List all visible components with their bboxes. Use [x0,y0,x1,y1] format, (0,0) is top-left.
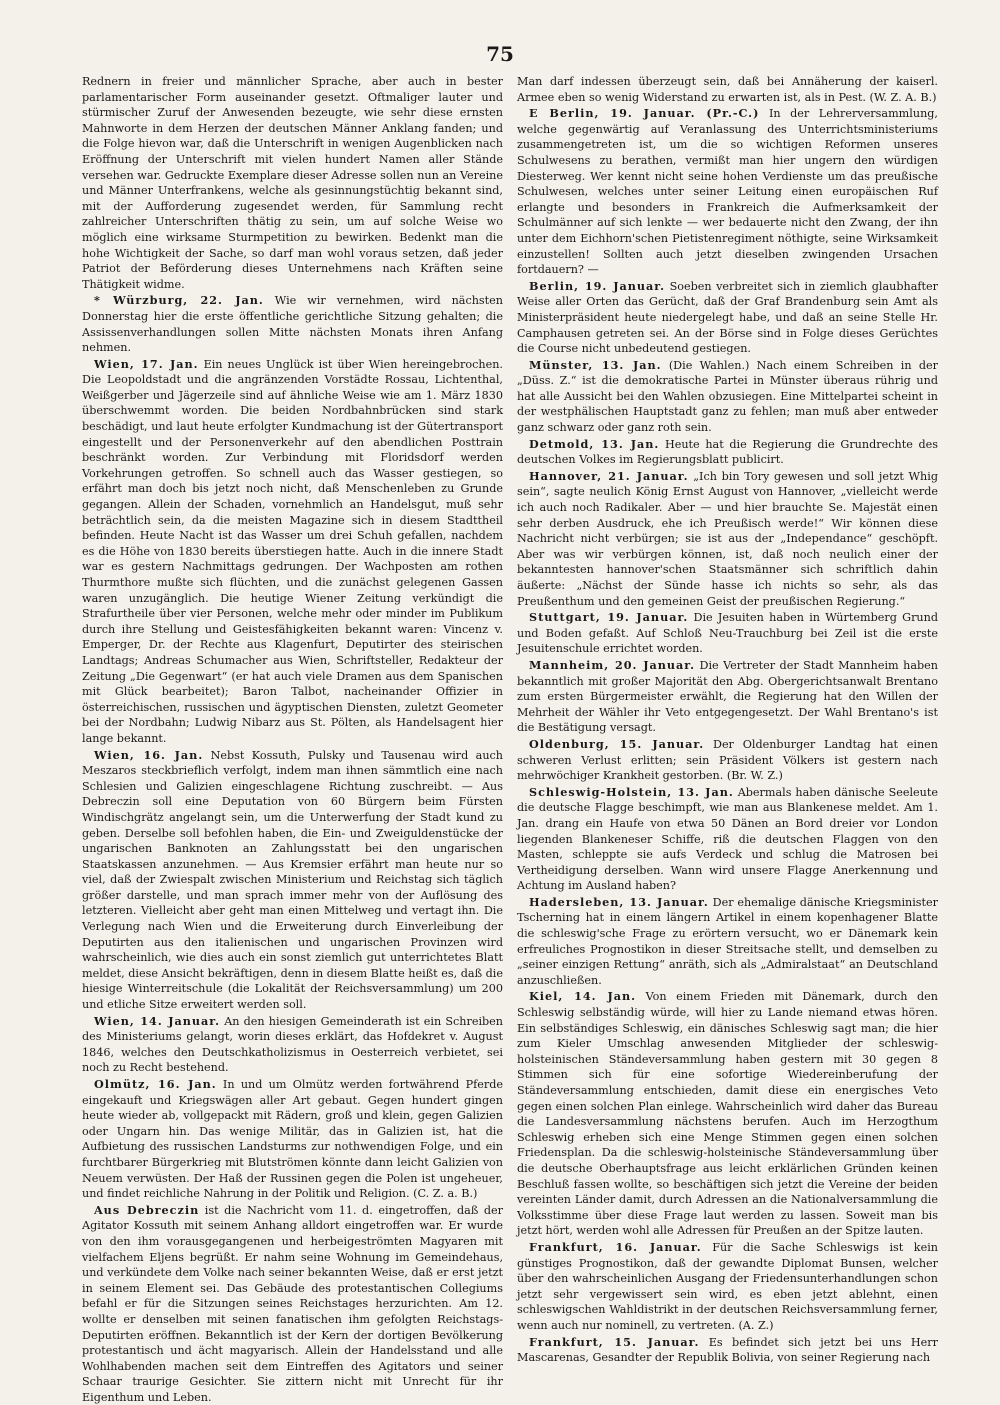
paragraph-text: (Die Wahlen.) Nach einem Schreiben in der „Düss. Z.“ ist die demokratische Partei in Münster überaus rührig und hat alle Aussicht bei den Wahlen obzusiegen. Eine Mittelpartei scheint in der westphälischen Hauptstadt ganz zu fehlen; man muß aber entweder ganz schwarz oder ganz roth sein. [517,358,938,435]
article-paragraph [517,279,938,357]
dateline: E Berlin, 19. Januar. (Pr.-C.) [529,106,760,121]
dateline: Frankfurt, 15. Januar. [529,1334,700,1349]
paragraph-text: Für die Sache Schleswigs ist kein günstiges Prognostikon, daß der gewandte Diplomat Bunsen, welcher über den wahrscheinlichen Ausgang der Friedensunterhandlungen schon jetzt sehr vergewissert sein wird, es eben jetzt ablehnt, einen schleswigschen Wahldistrikt in der deutschen Reichsversammlung ferner, wenn auch nur nominell, zu vertreten. (A. Z.) [517,1240,938,1332]
paragraph-text: Rednern in freier und männlicher Sprache, aber auch in bester parlamentarischer Form auseinander gesetzt. Oftmaliger lauter und stürmischer Zuruf der Anwesenden bezeugte, wie sehr diese ernsten Mahnworte in dem Herzen der deutschen Männer Anklang fanden; und die Folge hievon war, daß die Unterschrift in wenigen Augenblicken nach Eröffnung der Unterschrift mit vielen hundert Namen aller Stände versehen war. Gedruckte Exemplare dieser Adresse sollen nun an Vereine und Männer Unterfrankens, welche als gesinnungstüchtig bekannt sind, mit der Aufforderung zugesendet werden, für Sammlung recht zahlreicher Unterschriften thätig zu sein, um auf solche Weise wo möglich eine wirksame Sturmpetition zu bewirken. Bedenkt man die hohe Wichtigkeit der Sache, so darf man wohl voraus setzen, daß jeder Patriot der Beförderung dieses Unternehmens nach Kräften seine Thätigkeit widme. [82,75,503,291]
dateline: Hannover, 21. Januar. [529,468,689,483]
article-paragraph [517,658,938,736]
dateline: Berlin, 19. Januar. [529,278,666,293]
text-columns [82,74,939,1404]
paragraph-text: „Ich bin Tory gewesen und soll jetzt Whig sein“, sagte neulich König Ernst August von Hannover, „vielleicht werde ich auch noch Radikaler. Aber — und hier brauchte Se. Majestät einen sehr derben Ausdruck, ehe ich Preußisch werde!“ Wir können diese Nachricht nicht verbürgen; sie ist aus der „Independance“ geschöpft. Aber was wir verbürgen können, ist, daß noch neulich einer der bekanntesten hannover'schen Staatsmänner sich schriftlich dahin äußerte: „Nächst der Sünde hasse ich nichts so sehr, als das Preußenthum und den gemeinen Geist der preußischen Regierung.“ [517,469,939,608]
article-paragraph [517,989,938,1239]
article-paragraph [517,469,938,609]
article-paragraph [82,1077,503,1202]
paragraph-text: Von einem Frieden mit Dänemark, durch den Schleswig selbständig würde, will hier zu Lande niemand etwas hören. Ein selbständiges Schleswig, ein dänisches Schleswig sagt man; die hier zum Kieler Umschlag anwesenden Mitglieder der schleswig-holsteinischen Ständeversammlung haben gestern mit 30 gegen 8 Stimmen sich für eine sofortige Wiedereinberufung der Ständeversammlung entschieden, damit diese ein energisches Veto gegen einen solchen Plan einlege. Wahrscheinlich wird daher das Bureau die Landesversammlung nächstens berufen. Auch im Herzogthum Schleswig erheben sich eine Menge Stimmen gegen einen solchen Friedensplan. Da die schleswig-holsteinische Ständeversammlung über die deutsche Oberhauptsfrage aus leicht erklärlichen Gründen keinen Beschluß fassen wollte, so beschäftigen sich jetzt die Vereine der beiden vereinten Länder damit, durch Adressen an die Nationalversammlung die Volksstimme über diese Frage laut werden zu lassen. Soweit man bis jetzt hört, werden wohl alle Adressen für Preußen an der Spitze lauten. [517,990,939,1238]
paragraph-text: In der Lehrerversammlung, welche gegenwärtig auf Veranlassung des Unterrichtsministeriums zusammengetreten ist, um die so wichtigen Reformen unseres Schulwesens zu berathen, vermißt man hier ungern den würdigen Diesterweg. Wer kennt nicht seine hohen Verdienste um das preußische Schulwesen, welches unter seiner Leitung einen europäischen Ruf erlangte und besonders in Frankreich die Aufmerksamkeit der Schulmänner auf sich lenkte — wer bedauerte nicht den Zwang, der ihn unter dem Eichhorn'schen Pietistenregiment nöthigte, seine Wirksamkeit einzustellen! Sollten auch jetzt dieselben zwingenden Ursachen fortdauern? — [517,107,938,277]
dateline: Detmold, 13. Jan. [529,436,660,451]
article-paragraph [82,293,503,355]
paragraph-text: An den hiesigen Gemeinderath ist ein Schreiben des Ministeriums gelangt, worin dieses erklärt, das Hofdekret v. August 1846, welches den Deutschkatholizismus in Oesterreich verbietet, sei noch zu Recht bestehend. [82,1014,504,1075]
dateline: Schleswig-Holstein, 13. Jan. [529,784,734,799]
dateline: Stuttgart, 19. Januar. [529,610,689,625]
article-paragraph [517,74,938,105]
paragraph-text: In und um Olmütz werden fortwährend Pferde eingekauft und Kriegswägen aller Art gebaut. Gegen hundert gingen heute wieder ab, vollgepackt mit Rädern, groß und klein, gegen Galizien oder Ungarn hin. Das wenige Militär, das in Galizien ist, hat die Aufbietung des russischen Landsturms zur nothwendigen Folge, und ein furchtbarer Bürgerkrieg mit Blutströmen könnte dann leicht Galizien von Neuem verwüsten. Der Haß der Russinen gegen die Polen ist ungeheuer, und findet reichliche Nahrung in der Politik und Religion. (C. Z. a. B.) [82,1078,503,1201]
dateline: Olmütz, 16. Jan. [94,1077,217,1091]
article-paragraph [82,1014,503,1076]
paragraph-text: Soeben verbreitet sich in ziemlich glaubhafter Weise aller Orten das Gerücht, daß der Graf Brandenburg sein Amt als Ministerpräsident heute niedergelegt habe, und daß an seine Stelle Hr. Camphausen getreten sei. An der Börse sind in Folge dieses Gerüchtes die Course nicht unbedeutend gestiegen. [517,279,938,356]
article-paragraph [82,357,503,747]
dateline: Mannheim, 20. Januar. [529,657,696,672]
article-paragraph [517,610,938,657]
dateline: Oldenburg, 15. Januar. [529,736,705,751]
article-paragraph [517,106,938,278]
dateline: Frankfurt, 16. Januar. [529,1239,702,1254]
article-paragraph [517,895,938,989]
article-paragraph [517,437,938,468]
paragraph-text: Wie wir vernehmen, wird nächsten Donnerstag hier die erste öffentliche gerichtliche Sitzung gehalten; die Assissenverhandlungen sollen Mitte nächsten Monats ihren Anfang nehmen. [82,294,503,355]
dateline: Hadersleben, 13. Januar. [529,894,709,909]
dateline: Kiel, 14. Jan. [529,989,637,1004]
article-paragraph [517,1240,938,1334]
paragraph-text: Ein neues Unglück ist über Wien hereingebrochen. Die Leopoldstadt und die angränzenden Vorstädte Rossau, Lichtenthal, Weißgerber und Jägerzeile sind auf ähnliche Weise wie am 1. März 1830 überschwemmt worden. Die beiden Nordbahnbrücken sind stark beschädigt, und laut heute erfolgter Kundmachung ist der Gütertransport eingestellt und der Personenverkehr auf den abendlichen Posttrain beschränkt worden. Zur Verbindung mit Floridsdorf werden Vorkehrungen getroffen. So schnell auch das Wasser gestiegen, so erfährt man doch bis jetzt noch nicht, daß Menschenleben zu Grunde gegangen. Allein der Schaden, vornehmlich an Handelsgut, muß sehr beträchtlich sein, da die meisten Magazine sich in diesem Stadttheil befinden. Heute Nacht ist das Wasser um drei Schuh gefallen, nachdem es die Höhe von 1830 bereits überstiegen hatte. Auch in die innere Stadt war es gestern Nachmittags gedrungen. Der Wachposten am rothen Thurmthore mußte sich flüchten, und die zunächst gelegenen Gassen waren unzugänglich. Die heutige Wiener Zeitung verkündigt die Strafurtheile über vier Personen, welche mehr oder minder im Publikum durch ihre Stellung und Geistesfähigkeiten bekannt waren: Vincenz v. Emperger, Dr. der Rechte aus Klagenfurt, Deputirter des steirischen Landtags; Andreas Schumacher aus Wien, Schriftsteller, Redakteur der Zeitung „Die Gegenwart“ (er hat auch viele Dramen aus dem Spanischen mit Glück bearbeitet); Baron Talbot, nacheinander Offizier in österreichischen, russischen und ägyptischen Diensten, zuletzt Geometer bei der Nordbahn; Ludwig Nibarz aus St. Pölten, als Handelsagent hier lange bekannt. [82,357,503,745]
article-paragraph [517,1335,938,1366]
dateline: Wien, 16. Jan. [94,747,204,762]
paragraph-text: Man darf indessen überzeugt sein, daß bei Annäherung der kaiserl. Armee eben so wenig Widerstand zu erwarten ist, als in Pest. (W. Z. A. B.) [517,75,938,104]
dateline: * Würzburg, 22. Jan. [94,293,264,308]
article-paragraph [517,358,938,436]
article-paragraph [517,785,938,894]
paragraph-text: Die Vertreter der Stadt Mannheim haben bekanntlich mit großer Majorität den Abg. Obergerichtsanwalt Brentano zum ersten Bürgermeister erwählt, die Regierung hat den Willen der Mehrheit der Wähler ihr Veto entgegengesetzt. Der Wahl Brentano's ist die Bestätigung versagt. [517,658,938,735]
paragraph-text: Heute hat die Regierung die Grundrechte des deutschen Volkes im Regierungsblatt publicirt. [517,437,939,467]
page-number: 75 [486,42,514,66]
right-column [517,74,939,1365]
paragraph-text: Nebst Kossuth, Pulsky und Tausenau wird auch Meszaros steckbrieflich verfolgt, indem man ihnen sämmtlich eine nach Schlesien und Galizien eingeschlagene Richtung zuschreibt. — Aus Debreczin soll eine Deputation von 60 Bürgern beim Fürsten Windischgrätz angelangt sein, um die Unterwerfung der Stadt kund zu geben. Derselbe soll befohlen haben, die Ein- und Zweiguldenstücke der ungarischen Banknoten an Zahlungsstatt bei den ungarischen Staatskassen anzunehmen. — Aus Kremsier erfährt man heute nur so viel, daß der Zwiespalt zwischen Ministerium und Reichstag sich täglich größer darstelle, und man sprach immer mehr von der Auflösung des letzteren. Vielleicht aber geht man einen Mittelweg und vertagt ihn. Die Verlegung nach Wien und die Erweiterung durch Einverleibung der Deputirten aus den italienischen und ungarischen Provinzen wird wahrscheinlich, wie dies auch ein sonst ziemlich gut unterrichtetes Blatt meldet, diese Ansicht bekräftigen, denn in diesem Blatte heißt es, daß die hiesige Winterreitschule (die Lokalität der Reichsversammlung) um 200 und etliche Sitze erweitert werden soll. [82,748,503,1012]
article-paragraph [82,74,503,292]
paragraph-text: Abermals haben dänische Seeleute die deutsche Flagge beschimpft, wie man aus Blankenese meldet. Am 1. Jan. drang ein Haufe von etwa 50 Dänen an Bord dreier vor London liegenden Blankeneser Schiffe, riß die deutschen Flaggen von den Masten, schleppte sie aufs Verdeck und schlug die Matrosen bei Vertheidigung derselben. Wann wird unsere Flagge Anerkennung und Achtung im Ausland haben? [517,785,939,893]
paragraph-text: ist die Nachricht vom 11. d. eingetroffen, daß der Agitator Kossuth mit seinem Anhang alldort eingetroffen war. Er wurde von den ihm vorausgegangenen und herbeigeströmten Magyaren mit vielfachem Eljens begrüßt. Er nahm seine Wohnung im Gemeindehaus, und verkündete dem Volke nach seiner bekannten Weise, daß er erst jetzt in seinem Element sei. Das Gebäude des protestantischen Collegiums befahl er für die Sitzungen seines Reichstages herzurichten. Am 12. wollte er denselben mit seinen fanatischen ihm gefolgten Reichstags-Deputirten eröffnen. Bekanntlich ist der Kern der dortigen Bevölkerung protestantisch und ächt magyarisch. Allein der Handelsstand und alle Wohlhabenden machen seit dem Eintreffen des Agitators und seiner Schaar traurige Gesichter. Sie zittern nicht mit Unrecht für ihr Eigenthum und Leben. [82,1203,503,1404]
paragraph-text: Der ehemalige dänische Kriegsminister Tscherning hat in einem längern Artikel in einem kopenhagener Blatte die schleswig'sche Frage zu erörtern versucht, wo er Dänemark kein erfreuliches Prognostikon in dieser Streitsache stellt, und demselben zu „seiner einzigen Rettung“ anräth, sich als „Admiralstaat“ an Deutschland anzuschließen. [517,895,939,987]
dateline: Aus Debreczin [94,1202,200,1217]
article-paragraph [82,748,503,1013]
paragraph-text: Der Oldenburger Landtag hat einen schweren Verlust erlitten; sein Präsident Völkers ist gestern nach mehrwöchiger Krankheit gestorben. (Br. W. Z.) [517,737,939,783]
dateline: Münster, 13. Jan. [529,357,662,372]
left-column [82,74,504,1404]
dateline: Wien, 17. Jan. [94,356,199,371]
dateline: Wien, 14. Januar. [94,1013,221,1028]
article-paragraph [82,1203,503,1405]
article-paragraph [517,737,938,784]
paragraph-text: Die Jesuiten haben in Würtemberg Grund und Boden gefaßt. Auf Schloß Neu-Trauchburg bei Zeil ist die erste Jesuitenschule errichtet worden. [517,611,938,656]
paragraph-text: Es befindet sich jetzt bei uns Herr Mascarenas, Gesandter der Republik Bolivia, von seiner Regierung nach [517,1335,938,1365]
